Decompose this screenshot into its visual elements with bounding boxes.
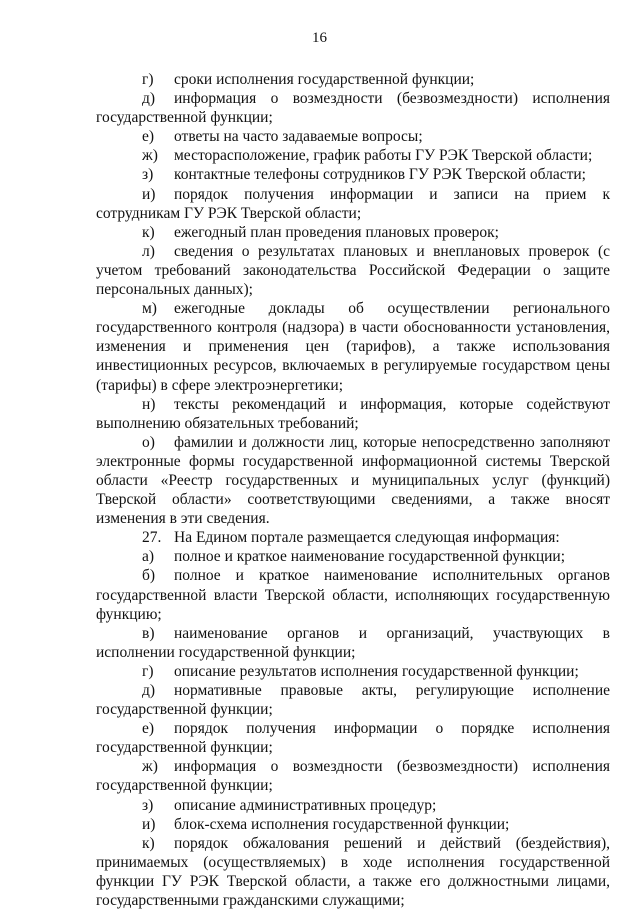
list-item-d-2 bbox=[96, 681, 610, 719]
item-text: полное и краткое наименование государственной функции; bbox=[174, 548, 566, 566]
list-item-e-2 bbox=[96, 719, 610, 757]
list-item-g bbox=[96, 70, 610, 89]
item-marker: д) bbox=[142, 682, 156, 699]
item-text: информация о возмездности (безвозмездности) исполнения государственной функции; bbox=[96, 758, 610, 795]
list-item-e bbox=[96, 127, 610, 146]
item-marker: е) bbox=[142, 720, 155, 738]
item-text: информация о возмездности (безвозмездности) исполнения государственной функции; bbox=[96, 90, 610, 127]
clause-number: 27. bbox=[142, 529, 162, 547]
item-text: ответы на часто задаваемые вопросы; bbox=[174, 128, 423, 146]
item-marker: д) bbox=[142, 90, 156, 108]
clause-text: На Едином портале размещается следующая информация: bbox=[174, 529, 560, 547]
item-marker: в) bbox=[142, 624, 155, 642]
item-marker: о) bbox=[142, 433, 155, 451]
item-marker: г) bbox=[142, 71, 154, 88]
item-text: сроки исполнения государственной функции; bbox=[174, 71, 475, 88]
item-text: контактные телефоны сотрудников ГУ РЭК Тверской области; bbox=[174, 166, 586, 184]
item-text: блок-схема исполнения государственной функции; bbox=[174, 815, 510, 833]
item-text: порядок получения информации о порядке исполнения государственной функции; bbox=[96, 720, 610, 757]
list-item-k bbox=[96, 223, 610, 242]
list-item-k-2 bbox=[96, 834, 610, 910]
item-text: фамилии и должности лиц, которые непосредственно заполняют электронные формы государственной информационной системы Тверской области «Реестр государственных и муниципальных услуг (функций) Тверской области» соответствующими сведениями, а также вносят изменения в эти сведения. bbox=[96, 433, 610, 528]
document-body bbox=[96, 70, 610, 910]
item-text: наименование органов и организаций, участвующих в исполнении государственной функции; bbox=[96, 624, 610, 661]
item-marker: з) bbox=[142, 166, 154, 184]
item-marker: к) bbox=[142, 834, 155, 852]
list-item-v bbox=[96, 624, 610, 662]
list-item-i bbox=[96, 185, 610, 223]
item-text: порядок обжалования решений и действий (бездействия), принимаемых (осуществляемых) в ходе исполнения государственной функции ГУ РЭК Тверской области, а также его должностными лицами, государственными гражданскими служащими; bbox=[96, 834, 610, 910]
item-marker: к) bbox=[142, 223, 155, 241]
item-text: ежегодный план проведения плановых проверок; bbox=[174, 223, 499, 241]
list-item-l bbox=[96, 242, 610, 299]
item-text: порядок получения информации и записи на прием к сотрудникам ГУ РЭК Тверской области; bbox=[96, 185, 610, 222]
list-item-zh-2 bbox=[96, 757, 610, 795]
item-text: нормативные правовые акты, регулирующие исполнение государственной функции; bbox=[96, 682, 610, 719]
page-number: 16 bbox=[312, 30, 327, 46]
item-marker: е) bbox=[142, 128, 155, 146]
item-marker: ж) bbox=[142, 147, 158, 165]
item-marker: м) bbox=[142, 300, 157, 318]
list-item-m bbox=[96, 299, 610, 394]
list-item-z-2 bbox=[96, 796, 610, 815]
list-item-zh bbox=[96, 146, 610, 165]
item-text: описание результатов исполнения государственной функции; bbox=[174, 662, 579, 680]
item-marker: и) bbox=[142, 815, 156, 833]
item-text: описание административных процедур; bbox=[174, 796, 437, 814]
item-marker: н) bbox=[142, 395, 156, 413]
list-item-b bbox=[96, 566, 610, 623]
list-item-d bbox=[96, 89, 610, 127]
item-marker: г) bbox=[142, 662, 154, 680]
item-marker: л) bbox=[142, 242, 155, 260]
item-text: тексты рекомендаций и информация, которые содействуют выполнению обязательных требований; bbox=[96, 395, 610, 432]
item-text: полное и краткое наименование исполнительных органов государственной власти Тверской области, исполняющих государственную функцию; bbox=[96, 567, 610, 623]
item-text: сведения о результатах плановых и внеплановых проверок (с учетом требований законодательства Российской Федерации о защите персональных данных); bbox=[96, 242, 610, 299]
list-item-i-2 bbox=[96, 815, 610, 834]
list-item-n bbox=[96, 395, 610, 433]
item-text: ежегодные доклады об осуществлении регионального государственного контроля (надзора) в части обоснованности установления, изменения и применения цен (тарифов), а также использования инвестиционных ресурсов, включаемых в регулируемые государством цены (тарифы) в сфере электроэнергетики; bbox=[96, 300, 610, 394]
clause-27 bbox=[96, 528, 610, 547]
item-marker: б) bbox=[142, 567, 156, 585]
list-item-g-2 bbox=[96, 662, 610, 681]
item-text: месторасположение, график работы ГУ РЭК Тверской области; bbox=[174, 147, 593, 165]
list-item-z bbox=[96, 165, 610, 184]
list-item-a bbox=[96, 547, 610, 566]
item-marker: з) bbox=[142, 796, 154, 814]
item-marker: а) bbox=[142, 548, 155, 566]
item-marker: и) bbox=[142, 185, 156, 203]
list-item-o bbox=[96, 433, 610, 528]
item-marker: ж) bbox=[142, 758, 158, 776]
